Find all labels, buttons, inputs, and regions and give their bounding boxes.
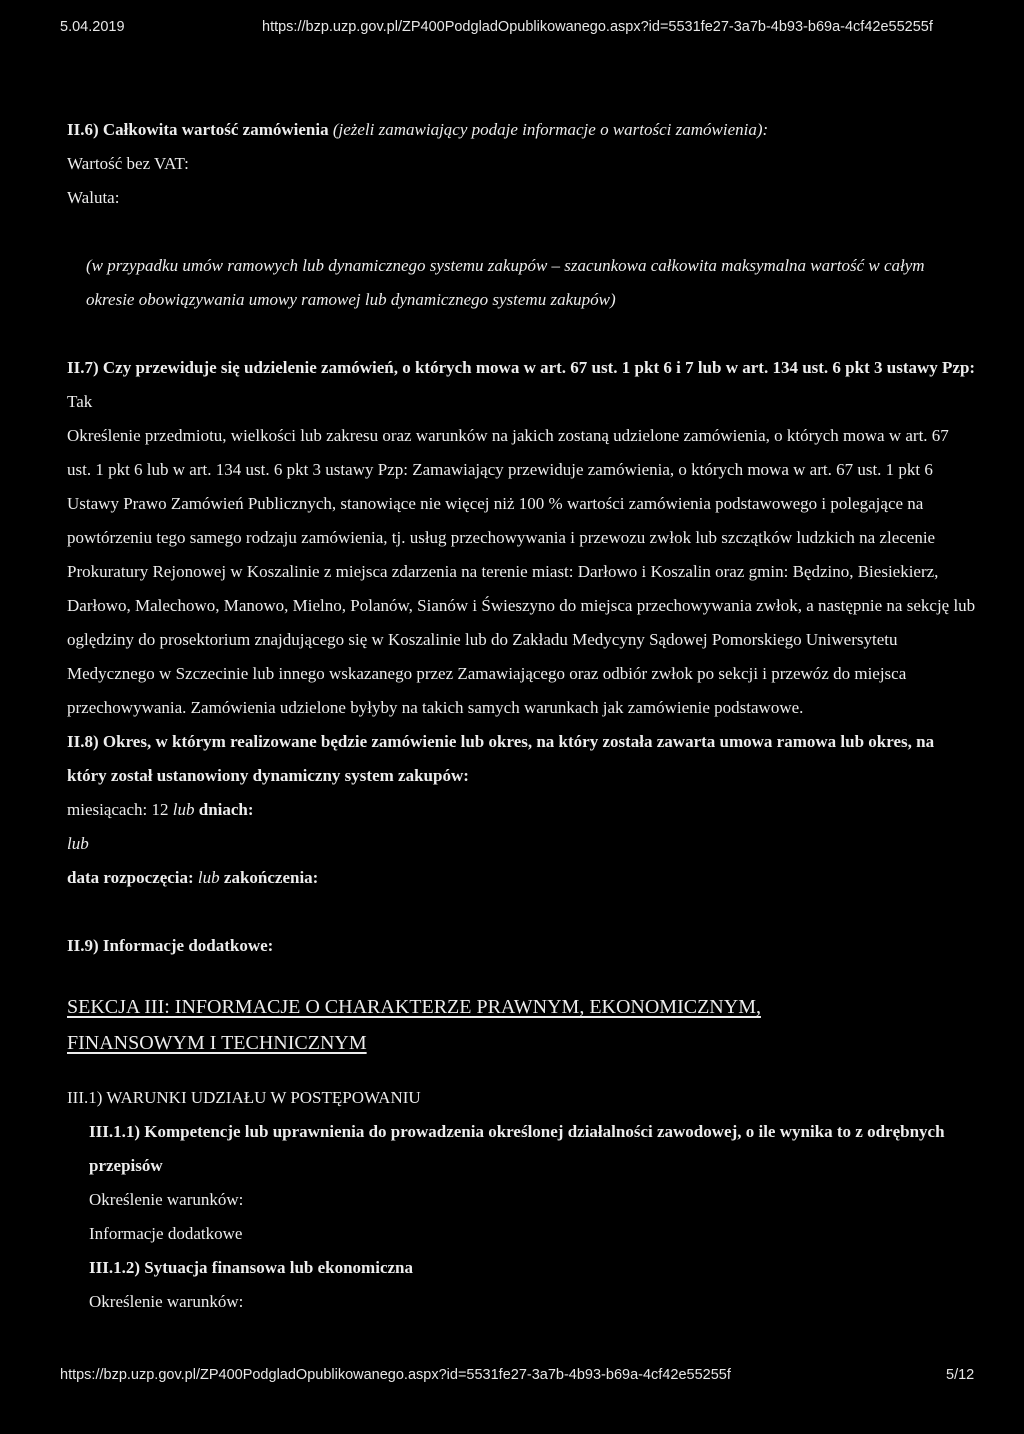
section-2-9-heading bbox=[67, 929, 977, 963]
section-2-6-heading bbox=[67, 113, 977, 147]
section-title-line: SEKCJA III: INFORMACJE O CHARAKTERZE PRAWNYM, EKONOMICZNYM, bbox=[67, 996, 761, 1018]
footer-url[interactable]: https://bzp.uzp.gov.pl/ZP400PodgladOpublikowanego.aspx?id=5531fe27-3a7b-4b93-b69a-4cf42e55255f bbox=[60, 1367, 731, 1383]
or-row bbox=[67, 827, 977, 861]
heading-text: II.7) Czy przewiduje się udzielenie zamówień, o których mowa w art. 67 ust. 1 pkt 6 i 7 lub w art. 134 ust. 6 pkt 3 ustawy Pzp: bbox=[67, 358, 976, 377]
months-value: 12 bbox=[151, 800, 169, 819]
page-number: 5/12 bbox=[946, 1367, 975, 1383]
section-title-line: FINANSOWYM I TECHNICZNYM bbox=[67, 1032, 367, 1054]
value-note-text: (w przypadku umów ramowych lub dynamicznego systemu zakupów – szacunkowa całkowita maksymalna wartość w całym okresie obowiązywania umowy ramowej lub dynamicznego systemu zakupów) bbox=[86, 256, 925, 309]
additional-info-label: Informacje dodatkowe bbox=[89, 1224, 243, 1243]
or-text: lub bbox=[197, 868, 220, 887]
dates-row bbox=[67, 861, 977, 895]
or-text: lub bbox=[67, 834, 89, 853]
section-3-1-1-heading bbox=[89, 1115, 977, 1183]
value-note bbox=[67, 249, 977, 317]
start-date-label: data rozpoczęcia: bbox=[67, 868, 194, 887]
heading-text: III.1.1) Kompetencje lub uprawnienia do prowadzenia określonej działalności zawodowej, o ile wynika to z odrębnych przepisów bbox=[89, 1122, 945, 1175]
print-header bbox=[0, 19, 1024, 39]
section-3-1-heading: III.1) WARUNKI UDZIAŁU W POSTĘPOWANIU bbox=[67, 1088, 421, 1107]
currency-label: Waluta: bbox=[67, 188, 120, 207]
document-body bbox=[67, 113, 977, 1319]
heading-note: (jeżeli zamawiający podaje informacje o wartości zamówienia): bbox=[332, 120, 769, 139]
heading-text: II.6) Całkowita wartość zamówienia bbox=[67, 120, 329, 139]
months-row bbox=[67, 793, 977, 827]
print-date: 5.04.2019 bbox=[60, 19, 125, 35]
section-2-8-heading bbox=[67, 725, 977, 793]
print-url[interactable]: https://bzp.uzp.gov.pl/ZP400PodgladOpublikowanego.aspx?id=5531fe27-3a7b-4b93-b69a-4cf42e55255f bbox=[262, 19, 933, 35]
conditions-label: Określenie warunków: bbox=[89, 1190, 244, 1209]
heading-text: II.9) Informacje dodatkowe: bbox=[67, 936, 274, 955]
section-3-title bbox=[67, 989, 977, 1061]
print-footer bbox=[0, 1367, 1024, 1387]
answer-value: Tak bbox=[67, 392, 93, 411]
section-2-7-heading bbox=[67, 351, 977, 419]
days-label: dniach: bbox=[198, 800, 254, 819]
or-text: lub bbox=[172, 800, 195, 819]
months-label: miesiącach: bbox=[67, 800, 148, 819]
end-date-label: zakończenia: bbox=[223, 868, 319, 887]
conditions-label: Określenie warunków: bbox=[89, 1292, 244, 1311]
heading-text: II.8) Okres, w którym realizowane będzie zamówienie lub okres, na który została zawarta umowa ramowa lub okres, na który został ustanowiony dynamiczny system zakupów: bbox=[67, 732, 935, 785]
heading-text: III.1.2) Sytuacja finansowa lub ekonomiczna bbox=[89, 1258, 413, 1277]
section-3-1-body bbox=[67, 1115, 977, 1319]
section-3-1-2-heading bbox=[89, 1251, 977, 1285]
vat-value-label: Wartość bez VAT: bbox=[67, 154, 189, 173]
section-2-7-text: Określenie przedmiotu, wielkości lub zakresu oraz warunków na jakich zostaną udzielone zamówienia, o których mowa w art. 67 ust. 1 pkt 6 lub w art. 134 ust. 6 pkt 3 ustawy Pzp: Zamawiający przewiduje zamówienia, o których mowa w art. 67 ust. 1 pkt 6 Ustawy Prawo Zamówień Publicznych, stanowiące nie więcej niż 100 % wartości zamówienia podstawowego i polegające na powtórzeniu tego samego rodzaju zamówienia, tj. usług przechowywania i przewozu zwłok lub szczątków ludzkich na zlecenie Prokuratury Rejonowej w Koszalinie z miejsca zdarzenia na terenie miast: Darłowo i Koszalin oraz gmin: Będzino, Biesiekierz, Darłowo, Malechowo, Manowo, Mielno, Polanów, Sianów i Świeszyno do miejsca przechowywania zwłok, a następnie na sekcję lub oględziny do prosektorium znajdującego się w Koszalinie lub do Zakładu Medycyny Sądowej Pomorskiego Uniwersytetu Medycznego w Szczecinie lub innego wskazanego przez Zamawiającego oraz odbiór zwłok po sekcji i przewóz do miejsca przechowywania. Zamówienia udzielone byłyby na takich samych warunkach jak zamówienie podstawowe. bbox=[67, 426, 976, 717]
